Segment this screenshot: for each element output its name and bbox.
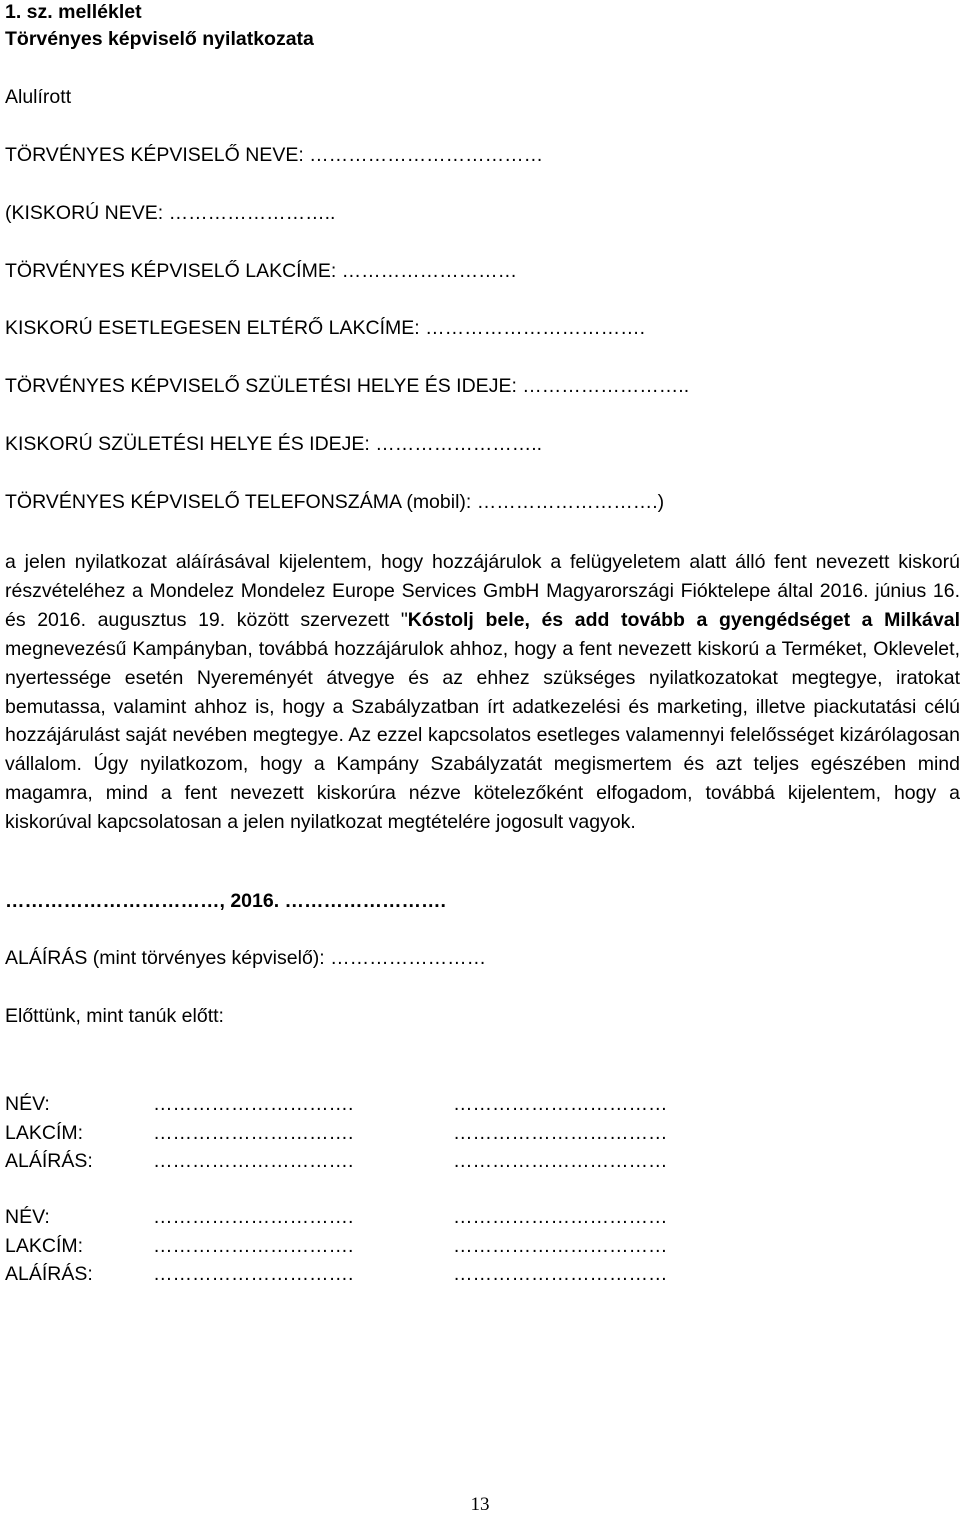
witness-signature-blank-1: …………………………. [153, 1263, 354, 1286]
witness-name-blank-2: …………………………… [453, 1206, 668, 1228]
page-number: 13 [470, 1494, 490, 1515]
witness-signature-blank-1: …………………………. [153, 1150, 354, 1173]
declaration-paragraph [5, 548, 960, 837]
witness-name-label: NÉV: [5, 1206, 50, 1228]
signature-line: ALÁÍRÁS (mint törvényes képviselő): …………………… [5, 947, 487, 969]
witnesses-intro: Előttünk, mint tanúk előtt: [5, 1005, 224, 1027]
field-representative-name: TÖRVÉNYES KÉPVISELŐ NEVE: ……………………………… [5, 144, 544, 166]
annex-label: 1. sz. melléklet [5, 1, 142, 23]
witness-signature-label: ALÁÍRÁS: [5, 1263, 93, 1286]
witness-address-label: LAKCÍM: [5, 1234, 84, 1257]
witness-name-blank-2: …………………………… [453, 1093, 668, 1115]
witness-address-blank-1: …………………………. [153, 1121, 354, 1144]
witness-signature-label: ALÁÍRÁS: [5, 1150, 93, 1173]
document-title: Törvényes képviselő nyilatkozata [5, 28, 314, 50]
witness-signature-blank-2: …………………………… [453, 1150, 668, 1173]
field-minor-address: KISKORÚ ESETLEGESEN ELTÉRŐ LAKCÍME: ……………………………. [5, 317, 646, 339]
campaign-name: Kóstolj bele, és add tovább a gyengédséget a Milkával [407, 608, 960, 631]
field-representative-birth: TÖRVÉNYES KÉPVISELŐ SZÜLETÉSI HELYE ÉS IDEJE: …………………….. [5, 375, 690, 397]
field-minor-birth: KISKORÚ SZÜLETÉSI HELYE ÉS IDEJE: …………………….. [5, 433, 543, 455]
witness-address-label: LAKCÍM: [5, 1121, 84, 1144]
witness-address-blank-2: …………………………… [453, 1234, 668, 1257]
witness-name-label: NÉV: [5, 1093, 50, 1115]
witness-signature-blank-2: …………………………… [453, 1263, 668, 1286]
witness-address-blank-1: …………………………. [153, 1234, 354, 1257]
declaration-text-part1: a jelen nyilatkozat aláírásával kijelentem, hogy hozzájárulok a felügyeletem alatt álló fent nevezett kiskorú részvételéhez a Mondelez Mondelez Europe Services GmbH Magyarországi Fióktelepe által 2016. június 16. és 2016. augusztus 19. között szervezett " [5, 551, 960, 631]
field-representative-address: TÖRVÉNYES KÉPVISELŐ LAKCÍME: ……………………… [5, 260, 518, 282]
field-minor-name: (KISKORÚ NEVE: …………………….. [5, 202, 336, 224]
field-representative-phone: TÖRVÉNYES KÉPVISELŐ TELEFONSZÁMA (mobil): ……………………….) [5, 491, 665, 513]
witness-name-blank-1: …………………………. [153, 1093, 354, 1115]
witness-name-blank-1: …………………………. [153, 1206, 354, 1228]
intro-text: Alulírott [5, 86, 72, 108]
witness-address-blank-2: …………………………… [453, 1121, 668, 1144]
declaration-text-part2: megnevezésű Kampányban, továbbá hozzájárulok ahhoz, hogy a fent nevezett kiskorú a Terméket, Oklevelet, nyertessége esetén Nyereményét átvegye és az ehhez szükséges nyilatkozatokat megtegye, iratokat bemutassa, valamint ahhoz is, hogy a Szabályzatban írt adatkezelési és marketing, illetve piackutatási célú hozzájárulást saját nevében megtegye. Az ezzel kapcsolatos esetleges valamennyi felelősséget kizárólagosan vállalom. Úgy nyilatkozom, hogy a Kampány Szabályzatát megismertem és azt teljes egészében mind magamra, mind a fent nevezett kiskorúra nézve kötelezőként elfogadom, továbbá kijelentem, hogy a kiskorúval kapcsolatosan a jelen nyilatkozat megtételére jogosult vagyok. [5, 637, 960, 834]
place-date-line: ……………………………, 2016. ……………………. [5, 890, 446, 912]
